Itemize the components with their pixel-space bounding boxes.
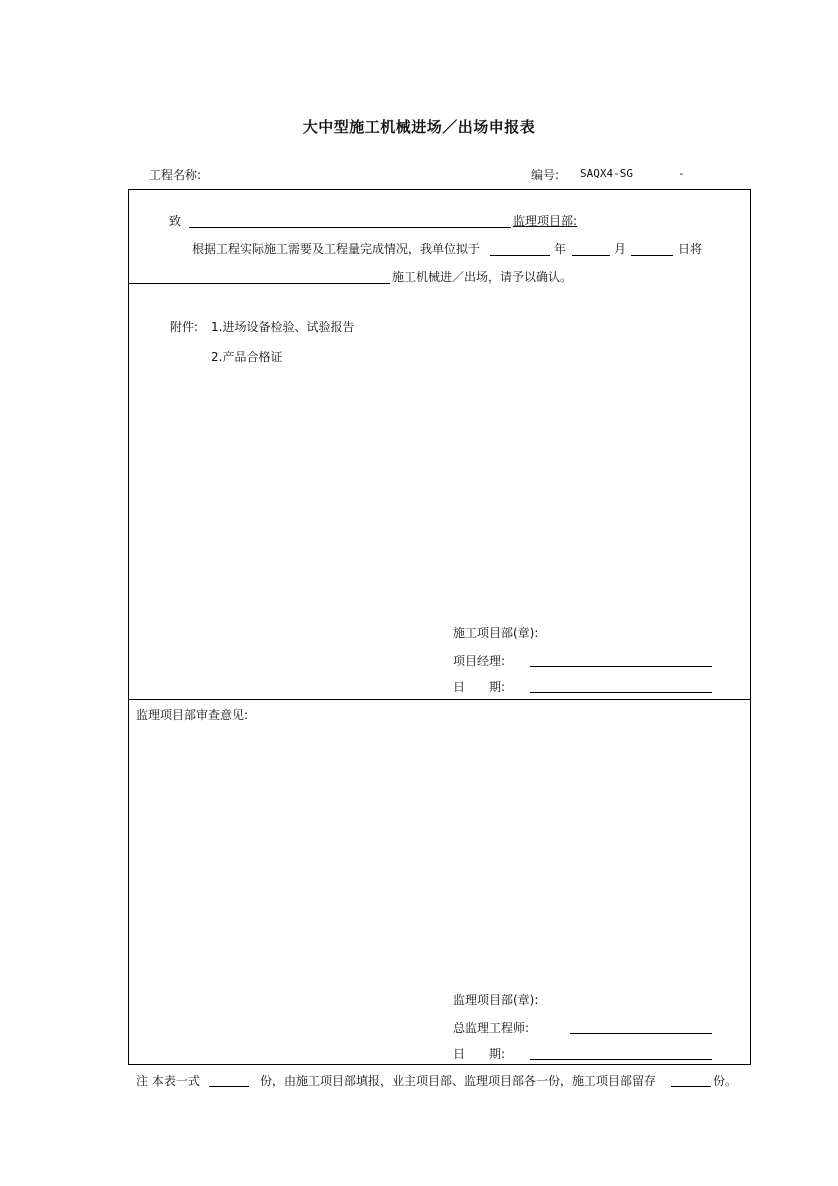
chief-engineer-label: 总监理工程师: (453, 1021, 530, 1035)
month-field[interactable] (572, 255, 610, 256)
construction-date-label: 日 期: (453, 680, 506, 694)
code-value: SAQX4-SG (580, 167, 633, 180)
note-suffix: 份。 (713, 1074, 738, 1088)
project-name-label: 工程名称: (149, 168, 202, 182)
machine-suffix: 施工机械进／出场，请予以确认。 (392, 270, 573, 284)
chief-engineer-field[interactable] (570, 1033, 712, 1034)
review-date-label: 日 期: (453, 1047, 506, 1061)
recipient-field[interactable] (189, 227, 511, 228)
supervision-stamp-label: 监理项目部(章): (453, 993, 539, 1007)
month-label: 月 (614, 242, 627, 256)
review-date-field[interactable] (530, 1059, 712, 1060)
review-opinion-label: 监理项目部审查意见: (136, 708, 249, 722)
day-field[interactable] (631, 255, 673, 256)
construction-date-field[interactable] (530, 692, 712, 693)
body-text: 根据工程实际施工需要及工程量完成情况，我单位拟于 (192, 242, 481, 256)
row-divider-short (128, 283, 390, 284)
project-manager-field[interactable] (530, 666, 712, 667)
to-label: 致 (169, 214, 182, 228)
form-title: 大中型施工机械进场／出场申报表 (302, 118, 536, 136)
day-label: 日将 (678, 242, 703, 256)
section-divider (128, 699, 751, 700)
copies-retained-field[interactable] (671, 1086, 711, 1087)
code-label: 编号: (531, 168, 560, 182)
supervision-dept-label: 监理项目部: (513, 214, 578, 228)
copies-total-field[interactable] (209, 1086, 249, 1087)
attachment-item-1: 1.进场设备检验、试验报告 (211, 320, 355, 334)
attachment-label: 附件: (170, 320, 199, 334)
code-dash: - (678, 167, 685, 180)
note-middle: 份，由施工项目部填报，业主项目部、监理项目部各一份，施工项目部留存 (260, 1074, 657, 1088)
construction-stamp-label: 施工项目部(章): (453, 626, 539, 640)
attachment-item-2: 2.产品合格证 (211, 350, 283, 364)
note-prefix: 注 本表一式 (136, 1074, 200, 1088)
year-label: 年 (554, 242, 567, 256)
year-field[interactable] (490, 255, 550, 256)
project-manager-label: 项目经理: (453, 654, 506, 668)
